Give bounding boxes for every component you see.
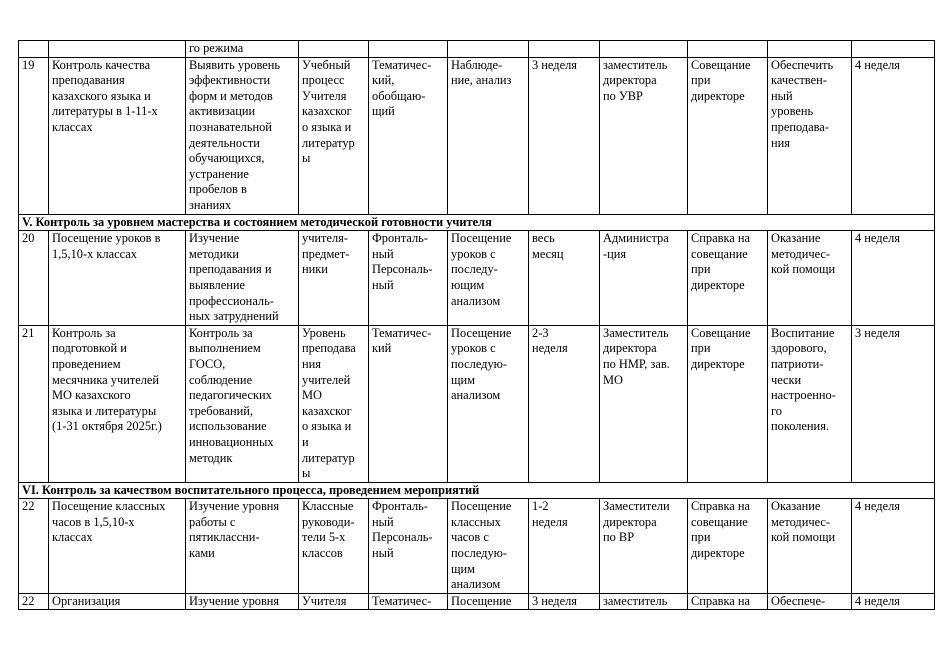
cell-method: Наблюде- ние, анализ bbox=[448, 57, 529, 214]
control-plan-table bbox=[18, 40, 935, 610]
cell-goal: Изучение уровня bbox=[186, 593, 299, 610]
cell-goal: Изучение методики преподавания и выявление профессиональ- ных затруднений bbox=[186, 231, 299, 326]
table-row bbox=[19, 499, 935, 594]
cell-responsible: Заместители директора по ВР bbox=[600, 499, 688, 594]
cell-goal: Выявить уровень эффективности форм и методов активизации познавательной деятельности обучающихся, устранение пробелов в знаниях bbox=[186, 57, 299, 214]
cell-type: Фронталь- ный Персональ- ный bbox=[369, 231, 448, 326]
cell-summary: Совещание при директоре bbox=[688, 325, 768, 482]
cell-topic: Посещение уроков в 1,5,10-х классах bbox=[49, 231, 186, 326]
cell-type: Тематичес- кий, обобщаю- щий bbox=[369, 57, 448, 214]
cell-object: Уровень преподава ния учителей МО казахског о языка и и литератур ы bbox=[299, 325, 369, 482]
cell-responsible: Администра -ция bbox=[600, 231, 688, 326]
cell-decision: Воспитание здорового, патриоти- чески настроенно- го поколения. bbox=[768, 325, 852, 482]
section-header-row bbox=[19, 482, 935, 499]
table-row bbox=[19, 593, 935, 610]
cell-number: 20 bbox=[19, 231, 49, 326]
section-header-row bbox=[19, 214, 935, 231]
cell-summary: Справка на bbox=[688, 593, 768, 610]
cell-review: 4 неделя bbox=[852, 231, 935, 326]
cell-number: 22 bbox=[19, 499, 49, 594]
cell-object: Классные руководи- тели 5-х классов bbox=[299, 499, 369, 594]
cell-summary: Справка на совещание при директоре bbox=[688, 499, 768, 594]
cell-number: 19 bbox=[19, 57, 49, 214]
cell-number: 22 bbox=[19, 593, 49, 610]
section-title: V. Контроль за уровнем мастерства и состоянием методической готовности учителя bbox=[19, 214, 935, 231]
cell-review: 4 неделя bbox=[852, 499, 935, 594]
cell-topic: Контроль качества преподавания казахского языка и литературы в 1-11-х классах bbox=[49, 57, 186, 214]
cell-method bbox=[448, 41, 529, 58]
cell-decision: Оказание методичес- кой помощи bbox=[768, 499, 852, 594]
cell-summary: Совещание при директоре bbox=[688, 57, 768, 214]
cell-number bbox=[19, 41, 49, 58]
cell-topic: Контроль за подготовкой и проведением месячника учителей МО казахского языка и литературы (1-31 октября 2025г.) bbox=[49, 325, 186, 482]
cell-review: 3 неделя bbox=[852, 325, 935, 482]
cell-timing: 1-2 неделя bbox=[529, 499, 600, 594]
cell-object: учителя- предмет- ники bbox=[299, 231, 369, 326]
cell-decision: Обеспечить качествен- ный уровень преподава- ния bbox=[768, 57, 852, 214]
cell-summary bbox=[688, 41, 768, 58]
cell-object bbox=[299, 41, 369, 58]
cell-timing bbox=[529, 41, 600, 58]
cell-review bbox=[852, 41, 935, 58]
cell-topic: Посещение классных часов в 1,5,10-х классах bbox=[49, 499, 186, 594]
cell-responsible: заместитель директора по УВР bbox=[600, 57, 688, 214]
cell-review: 4 неделя bbox=[852, 57, 935, 214]
cell-goal: Изучение уровня работы с пятиклассни- ками bbox=[186, 499, 299, 594]
cell-type: Тематичес- кий bbox=[369, 325, 448, 482]
cell-type: Тематичес- bbox=[369, 593, 448, 610]
cell-summary: Справка на совещание при директоре bbox=[688, 231, 768, 326]
cell-review: 4 неделя bbox=[852, 593, 935, 610]
cell-decision: Оказание методичес- кой помощи bbox=[768, 231, 852, 326]
cell-object: Учебный процесс Учителя казахског о языка и литератур ы bbox=[299, 57, 369, 214]
table-row-fragment bbox=[19, 41, 935, 58]
cell-goal: Контроль за выполнением ГОСО, соблюдение педагогических требований, использование инновационных методик bbox=[186, 325, 299, 482]
cell-goal: го режима bbox=[186, 41, 299, 58]
table-row bbox=[19, 57, 935, 214]
cell-topic bbox=[49, 41, 186, 58]
section-title: VI. Контроль за качеством воспитательного процесса, проведением мероприятий bbox=[19, 482, 935, 499]
cell-topic: Организация bbox=[49, 593, 186, 610]
cell-type bbox=[369, 41, 448, 58]
cell-responsible: Заместитель директора по НМР, зав. МО bbox=[600, 325, 688, 482]
cell-responsible bbox=[600, 41, 688, 58]
cell-timing: 3 неделя bbox=[529, 57, 600, 214]
cell-timing: 2-3 неделя bbox=[529, 325, 600, 482]
cell-responsible: заместитель bbox=[600, 593, 688, 610]
cell-method: Посещение классных часов с последую- щим анализом bbox=[448, 499, 529, 594]
cell-method: Посещение bbox=[448, 593, 529, 610]
cell-object: Учителя bbox=[299, 593, 369, 610]
cell-method: Посещение уроков с последую- щим анализом bbox=[448, 325, 529, 482]
cell-decision: Обеспече- bbox=[768, 593, 852, 610]
table-row bbox=[19, 231, 935, 326]
table-row bbox=[19, 325, 935, 482]
cell-decision bbox=[768, 41, 852, 58]
cell-method: Посещение уроков с последу- ющим анализом bbox=[448, 231, 529, 326]
cell-type: Фронталь- ный Персональ- ный bbox=[369, 499, 448, 594]
cell-timing: весь месяц bbox=[529, 231, 600, 326]
cell-number: 21 bbox=[19, 325, 49, 482]
cell-timing: 3 неделя bbox=[529, 593, 600, 610]
